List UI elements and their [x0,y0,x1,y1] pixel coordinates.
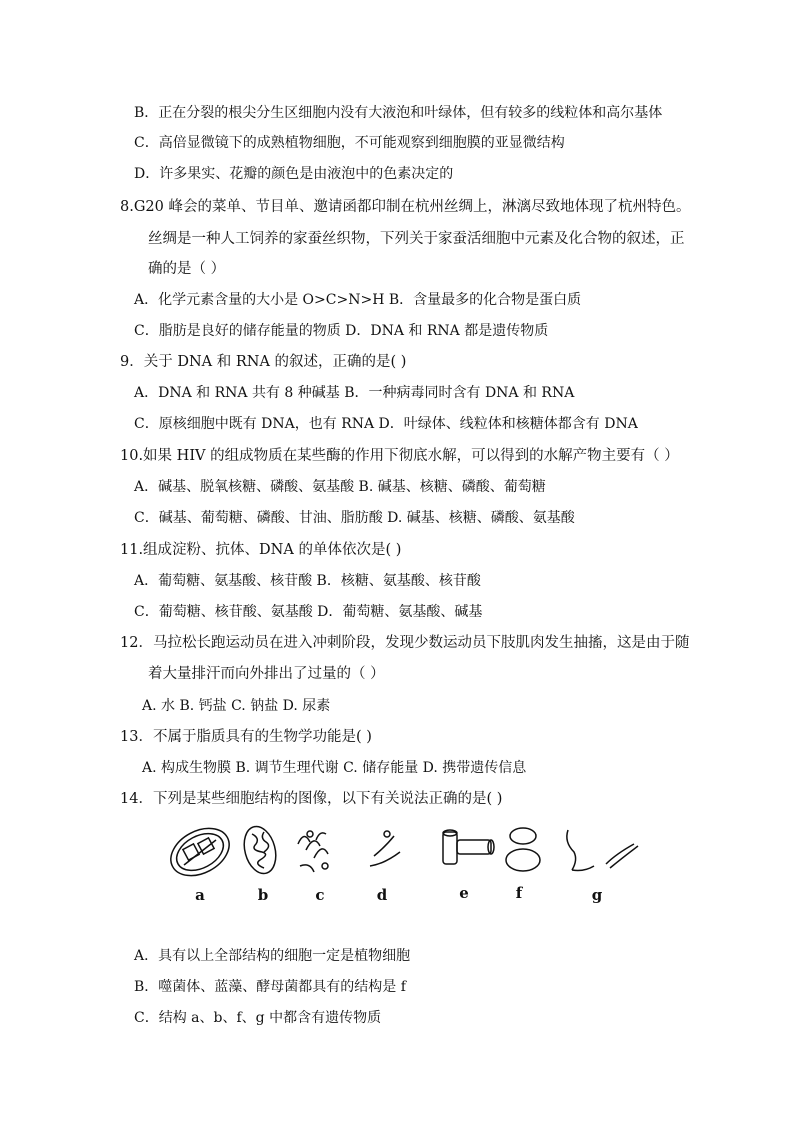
question-12-stem-cont: 着大量排汗而向外排出了过量的（ ） [148,666,385,682]
question-9-options-cd: C．原核细胞中既有 DNA，也有 RNA D．叶绿体、线粒体和核糖体都含有 DNA [134,416,638,432]
structure-g [567,830,638,871]
line-7b: B．正在分裂的根尖分生区细胞内没有大液泡和叶绿体，但有较多的线粒体和高尔基体 [134,105,663,121]
question-11-stem: 11.组成淀粉、抗体、DNA 的单体依次是( ) [120,542,402,558]
question-11-options-ab: A．葡萄糖、氨基酸、核苷酸 B．核糖、氨基酸、核苷酸 [134,573,481,589]
figure-label-d: d [376,886,388,904]
figure-label-b: b [257,886,269,904]
question-13-options: A. 构成生物膜 B. 调节生理代谢 C. 储存能量 D. 携带遗传信息 [142,760,527,776]
question-8-stem: 8.G20 峰会的菜单、节目单、邀请函都印制在杭州丝绸上，淋漓尽致地体现了杭州特色。 [120,199,691,215]
line-7d: D．许多果实、花瓣的颜色是由液泡中的色素决定的 [134,166,454,182]
question-8-stem-cont: 丝绸是一种人工饲养的家蚕丝织物，下列关于家蚕活细胞中元素及化合物的叙述，正 [148,231,685,247]
structure-d-er [370,831,400,866]
question-9-options-ab: A．DNA 和 RNA 共有 8 种碱基 B．一种病毒同时含有 DNA 和 RNA [134,385,575,401]
question-8-options-cd: C．脂肪是良好的储存能量的物质 D．DNA 和 RNA 都是遗传物质 [134,323,549,339]
figure-label-c: c [315,886,325,904]
figure-label-g: g [591,886,603,904]
question-14-stem: 14．下列是某些细胞结构的图像，以下有关说法正确的是( ) [120,791,503,807]
question-14-option-a: A．具有以上全部结构的细胞一定是植物细胞 [134,948,411,964]
structure-c-golgi [298,831,328,872]
figure-label-e: e [459,884,469,902]
figure-label-a: a [195,886,205,904]
figure-label-f: f [515,884,523,902]
question-11-options-cd: C．葡萄糖、核苷酸、氨基酸 D．葡萄糖、氨基酸、碱基 [134,604,483,620]
structure-b-mitochondrion [239,823,280,877]
question-12-options: A. 水 B. 钙盐 C. 钠盐 D. 尿素 [142,698,331,714]
question-8-options-ab: A．化学元素含量的大小是 O>C>N>H B．含量最多的化合物是蛋白质 [134,292,582,308]
question-10-stem: 10.如果 HIV 的组成物质在某些酶的作用下彻底水解，可以得到的水解产物主要有（ ） [120,448,679,464]
structure-e-centriole [443,830,494,864]
question-10-options-ab: A．碱基、脱氧核糖、磷酸、氨基酸 B. 碱基、核糖、磷酸、葡萄糖 [134,479,546,495]
question-9-stem: 9．关于 DNA 和 RNA 的叙述，正确的是( ) [120,354,407,370]
cell-structures-figure [160,820,650,910]
structure-a-chloroplast [163,820,237,885]
question-14-option-c: C．结构 a、b、f、g 中都含有遗传物质 [134,1010,382,1026]
question-13-stem: 13．不属于脂质具有的生物学功能是( ) [120,729,372,745]
question-12-stem: 12．马拉松长跑运动员在进入冲刺阶段，发现少数运动员下肢肌肉发生抽搐，这是由于随 [120,635,690,651]
line-7c: C．高倍显微镜下的成熟植物细胞，不可能观察到细胞膜的亚显微结构 [134,135,565,151]
structure-f [506,828,540,871]
question-14-option-b: B．噬菌体、蓝藻、酵母菌都具有的结构是 f [134,979,406,995]
question-10-options-cd: C．碱基、葡萄糖、磷酸、甘油、脂肪酸 D. 碱基、核糖、磷酸、氨基酸 [134,510,575,526]
question-8-stem-end: 确的是（ ） [148,261,226,277]
